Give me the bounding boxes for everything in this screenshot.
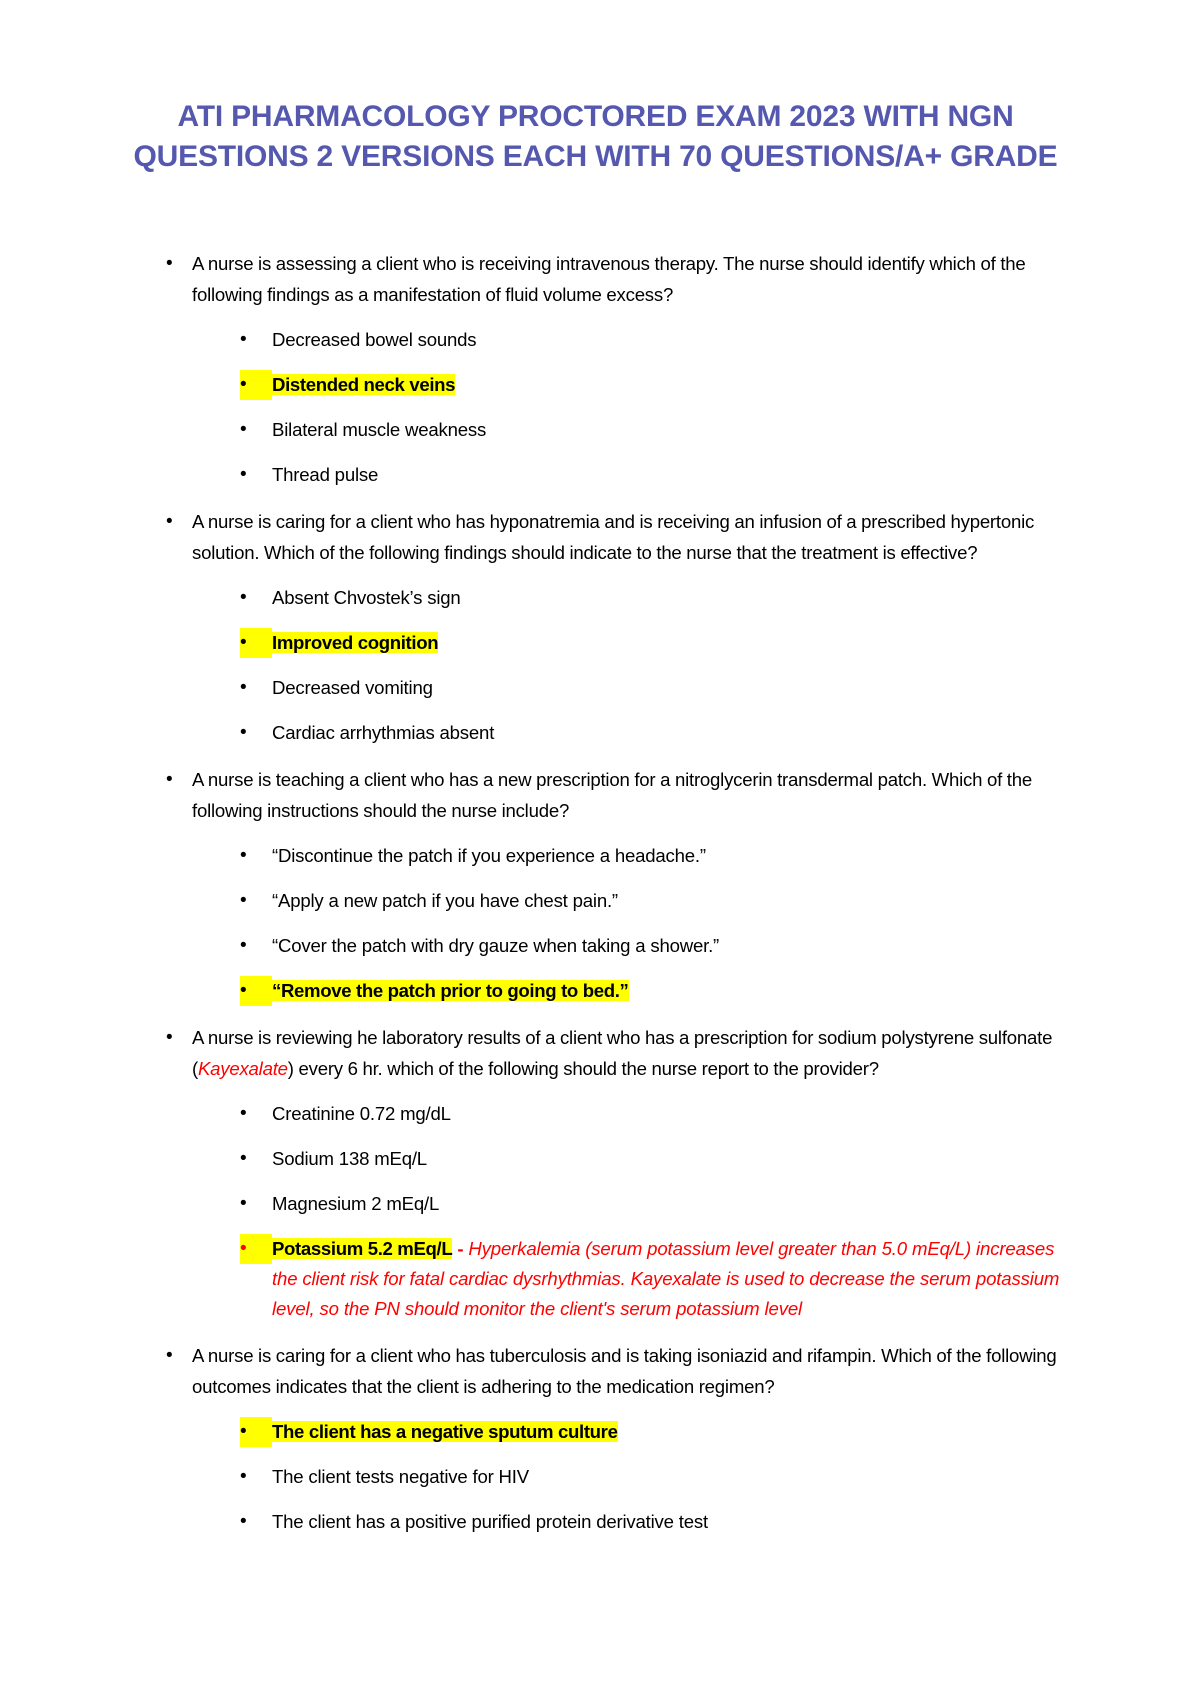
answer-label: Distended neck veins	[272, 374, 456, 396]
question-block	[118, 506, 1073, 748]
bullet-icon: •	[240, 976, 272, 1006]
page-title: ATI PHARMACOLOGY PROCTORED EXAM 2023 WITH NGN QUESTIONS 2 VERSIONS EACH WITH 70 QUESTIONS/A+ GRADE	[133, 100, 1058, 173]
answer-rationale: Hyperkalemia (serum potassium level greater than 5.0 mEq/L) increases the client risk for fatal cardiac dysrhythmias. Kayexalate is used to decrease the serum potassium level, so the PN should monitor the client's serum potassium level	[272, 1238, 1060, 1320]
answer-option[interactable]	[118, 718, 1073, 748]
question-stem-row	[118, 764, 1073, 826]
answer-option[interactable]	[118, 1099, 1073, 1129]
answer-option[interactable]	[118, 325, 1073, 355]
bullet-icon: •	[240, 935, 247, 957]
answer-label: Magnesium 2 mEq/L	[272, 1193, 440, 1215]
answer-option[interactable]	[118, 1144, 1073, 1174]
answer-note-dash: -	[452, 1238, 469, 1260]
answer-option-correct[interactable]	[118, 1234, 1073, 1324]
question-stem: A nurse is caring for a client who has tuberculosis and is taking isoniazid and rifampin. Which of the following outcomes indicates that the client is adhering to the medication regimen?	[192, 1345, 1057, 1398]
question-block	[118, 248, 1073, 490]
bullet-icon: •	[240, 628, 272, 658]
answer-option-correct[interactable]	[118, 370, 1073, 400]
question-stem: A nurse is caring for a client who has hyponatremia and is receiving an infusion of a prescribed hypertonic solution. Which of the following findings should indicate to the nurse that the treatment is effective?	[192, 511, 1035, 564]
stem-part-2: ) every 6 hr. which of the following should the nurse report to the provider?	[287, 1058, 879, 1080]
bullet-icon: •	[240, 464, 247, 486]
bullet-icon: •	[240, 587, 247, 609]
answer-list	[118, 325, 1073, 490]
answer-option[interactable]	[118, 1462, 1073, 1492]
bullet-icon: •	[166, 1345, 173, 1367]
questions-container	[0, 248, 1191, 1537]
bullet-icon: •	[240, 1148, 247, 1170]
answer-label: Improved cognition	[272, 632, 439, 654]
answer-option[interactable]	[118, 460, 1073, 490]
bullet-icon: •	[240, 1466, 247, 1488]
answer-label: Thread pulse	[272, 464, 379, 486]
answer-label: Absent Chvostek’s sign	[272, 587, 461, 609]
answer-label: “Remove the patch prior to going to bed.”	[272, 980, 629, 1002]
question-stem-row	[118, 1340, 1073, 1402]
answer-label: Bilateral muscle weakness	[272, 419, 487, 441]
bullet-icon: •	[166, 511, 173, 533]
bullet-icon: •	[240, 890, 247, 912]
answer-label: “Apply a new patch if you have chest pain.”	[272, 890, 618, 912]
bullet-icon: •	[240, 1193, 247, 1215]
answer-label: Cardiac arrhythmias absent	[272, 722, 495, 744]
answer-label: “Cover the patch with dry gauze when taking a shower.”	[272, 935, 720, 957]
answer-list	[118, 1099, 1073, 1324]
answer-option[interactable]	[118, 1189, 1073, 1219]
answer-option-correct[interactable]	[118, 628, 1073, 658]
answer-option[interactable]	[118, 673, 1073, 703]
question-block	[118, 1022, 1073, 1324]
bullet-icon: •	[240, 677, 247, 699]
bullet-icon: •	[240, 1511, 247, 1533]
question-block	[118, 764, 1073, 1006]
bullet-icon: •	[240, 329, 247, 351]
answer-label: The client tests negative for HIV	[272, 1466, 529, 1488]
question-stem-row	[118, 248, 1073, 310]
question-stem: A nurse is assessing a client who is receiving intravenous therapy. The nurse should identify which of the following findings as a manifestation of fluid volume excess?	[192, 253, 1026, 306]
answer-label: “Discontinue the patch if you experience a headache.”	[272, 845, 706, 867]
question-block	[118, 1340, 1073, 1537]
answer-option[interactable]	[118, 841, 1073, 871]
bullet-icon: •	[166, 1027, 173, 1049]
bullet-icon: •	[240, 845, 247, 867]
drug-name-kayexalate: Kayexalate	[197, 1058, 288, 1080]
question-stem-row	[118, 506, 1073, 568]
answer-label: Creatinine 0.72 mg/dL	[272, 1103, 451, 1125]
answer-option[interactable]	[118, 583, 1073, 613]
stem-part-1: A nurse is reviewing he laboratory results of a client who has a prescription for sodium polystyrene sulfonate (	[192, 1027, 1053, 1080]
bullet-icon: •	[240, 1234, 272, 1264]
answer-list	[118, 1417, 1073, 1537]
bullet-icon: •	[240, 1417, 272, 1447]
answer-label: The client has a positive purified protein derivative test	[272, 1511, 708, 1533]
answer-label: Decreased bowel sounds	[272, 329, 477, 351]
bullet-icon: •	[240, 370, 272, 400]
question-stem-row	[118, 1022, 1073, 1084]
answer-list	[118, 841, 1073, 1006]
answer-option[interactable]	[118, 415, 1073, 445]
answer-label: Sodium 138 mEq/L	[272, 1148, 427, 1170]
answer-option[interactable]	[118, 886, 1073, 916]
answer-option[interactable]	[118, 931, 1073, 961]
answer-list	[118, 583, 1073, 748]
bullet-icon: •	[166, 253, 173, 275]
answer-option-correct[interactable]	[118, 1417, 1073, 1447]
bullet-icon: •	[240, 722, 247, 744]
answer-label: Decreased vomiting	[272, 677, 433, 699]
question-stem: A nurse is teaching a client who has a new prescription for a nitroglycerin transdermal patch. Which of the following instructions should the nurse include?	[192, 769, 1032, 822]
answer-label: The client has a negative sputum culture	[272, 1421, 618, 1443]
bullet-icon: •	[240, 1103, 247, 1125]
question-stem	[192, 1022, 1073, 1084]
bullet-icon: •	[240, 419, 247, 441]
answer-option[interactable]	[118, 1507, 1073, 1537]
bullet-icon: •	[166, 769, 173, 791]
answer-label: Potassium 5.2 mEq/L - Hyperkalemia (serum potassium level greater than 5.0 mEq/L) increases the client risk for fatal cardiac dysrhythmias. Kayexalate is used to decrease the serum potassium level, so the PN should monitor the client's serum potassium level	[272, 1238, 1060, 1320]
answer-option-correct[interactable]	[118, 976, 1073, 1006]
